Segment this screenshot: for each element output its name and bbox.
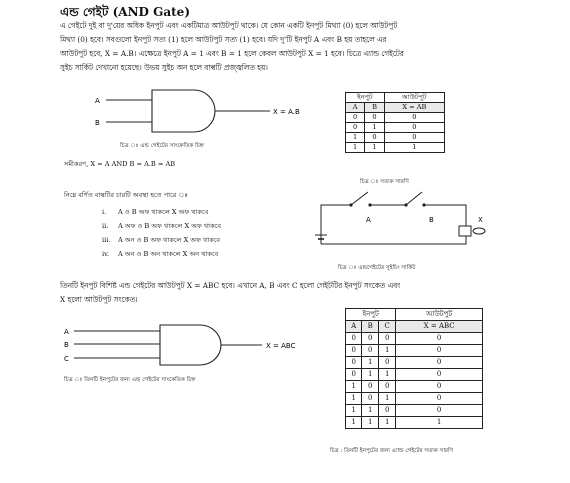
table-cell: 1 [379,393,396,405]
table-cell: 0 [384,123,444,133]
gate2-input-a-label: A [95,97,100,105]
table-cell: 1 [365,143,385,153]
table-group-header: ইনপুট [346,309,396,321]
table-row [346,417,483,429]
table-row [346,393,483,405]
table-cell: 0 [379,357,396,369]
table-cell: 0 [384,113,444,123]
truth3-caption: চিত্র : তিনটি ইনপুটের জন্য এ্যান্ড গেইটের সত্যক সারণি [330,448,453,454]
column-header: B [365,103,385,113]
intro-line: আউটপুট হবে, X = A.B। এক্ষেত্রে ইনপুট A = 1 এবং B = 1 হলে কেবল আউটপুট X = 1 হবে। চিত্রে এ্যান্ড গেইটের [60,49,404,58]
table-cell: 1 [346,393,362,405]
table-cell: 0 [396,405,483,417]
table-cell: 0 [365,133,385,143]
intro-paragraph [60,19,404,75]
table-cell: 1 [362,417,379,429]
table-row [346,143,445,153]
table-cell: 1 [379,369,396,381]
list-item: iv. A অন ও B অন থাকলে X অন থাকবে [102,250,219,258]
table-row [346,333,483,345]
table-cell: 0 [362,345,379,357]
table-cell: 1 [346,143,365,153]
table-cell: 1 [384,143,444,153]
circuit-switch-a-label: A [366,216,371,224]
column-header: X = AB [384,103,444,113]
and-gate-3-input-diagram [62,325,322,369]
paragraph-line: তিনটি ইনপুট বিশিষ্ট এন্ড গেইটের আউটপুট X = ABC হবে। এখানে A, B এবং C হলো গেইটটির ইনপুট সংকেত এবং [60,281,401,290]
and-switching-circuit [318,182,498,262]
table-cell: 0 [346,357,362,369]
table-group-header: ইনপুট [346,93,385,103]
table-cell: 0 [346,333,362,345]
truth-table-2-input [345,92,445,153]
table-cell: 0 [396,381,483,393]
truth2-caption: চিত্র ঃ সত্যক সারণি [360,179,409,185]
table-cell: 1 [362,357,379,369]
intro-line: মিথ্যা (0) হবে। সবগুলো ইনপুট সত্য (1) হলে আউটপুট সত্য (1) হবে। যদি দু'টি ইনপুট A এবং B হয় তাহলে এর [60,35,387,44]
table-cell: 0 [346,113,365,123]
column-header: A [346,103,365,113]
gate3-input-a-label: A [64,328,69,336]
table-row [346,113,445,123]
table-cell: 1 [362,369,379,381]
column-header: X = ABC [396,321,483,333]
page-title: এন্ড গেইট (AND Gate) [60,5,190,19]
table-cell: 1 [346,405,362,417]
table-cell: 0 [384,133,444,143]
table-cell: 0 [396,333,483,345]
gate3-output-label: X = ABC [266,342,296,350]
cases-list [102,205,221,261]
list-item: i. A ও B অফ থাকলে X অফ থাকবে [102,208,209,216]
table-row [346,123,445,133]
table-cell: 1 [346,381,362,393]
and-equation: সমীকরণ, X = A AND B = A.B = AB [64,160,176,168]
table-cell: 0 [346,345,362,357]
table-cell: 0 [346,123,365,133]
gate3-input-c-label: C [64,355,69,363]
table-cell: 0 [396,345,483,357]
list-item: ii. A অফ ও B অফ থাকলে X অফ থাকবে [102,222,221,230]
table-cell: 0 [362,333,379,345]
table-cell: 0 [362,381,379,393]
table-group-header: আউটপুট [384,93,444,103]
gate2-input-b-label: B [95,119,100,127]
table-cell: 0 [396,393,483,405]
gate3-input-b-label: B [64,341,69,349]
and-gate-2-input-diagram [90,88,350,132]
intro-line: সুইচ সার্কিট দেখানো হয়েছে। উভয় সুইচ অন হলে বাল্বটি প্রজ্জ্বলিত হয়। [60,63,268,72]
table-cell: 1 [379,417,396,429]
table-cell: 1 [379,345,396,357]
circuit-caption: চিত্র ঃ এন্ডগেইটের সুইচিং সার্কিট [338,265,416,271]
three-input-paragraph [60,279,400,307]
gate2-caption: চিত্র ঃ এন্ড গেইটের সাংকেতিক চিহ্ন [120,143,204,149]
table-row [346,369,483,381]
truth-table-3-input [345,308,483,429]
table-cell: 1 [346,417,362,429]
table-cell: 0 [379,333,396,345]
table-cell: 0 [365,113,385,123]
table-cell: 0 [396,357,483,369]
table-cell: 0 [396,369,483,381]
table-cell: 1 [346,133,365,143]
list-item: iii. A অন ও B অফ থাকলে X অফ থাকবে [102,236,221,244]
table-row [346,133,445,143]
table-cell: 0 [362,393,379,405]
table-cell: 0 [346,369,362,381]
table-row [346,405,483,417]
table-group-header: আউটপুট [396,309,483,321]
column-header: B [362,321,379,333]
table-row [346,345,483,357]
table-cell: 0 [379,381,396,393]
table-cell: 1 [362,405,379,417]
table-row [346,357,483,369]
table-cell: 0 [379,405,396,417]
column-header: A [346,321,362,333]
table-cell: 1 [365,123,385,133]
column-header: C [379,321,396,333]
circuit-switch-b-label: B [429,216,434,224]
intro-line: এ গেইটে দুই বা দু'য়ের অধিক ইনপুট এবং একটিমাত্র আউটপুট থাকে। যে কোন একটি ইনপুট মিথ্যা (0) হলে আউটপুট [60,21,398,30]
gate2-output-label: X = A.B [273,108,300,116]
circuit-bulb-label: X [478,216,483,224]
paragraph-line: X হলো আউটপুট সংকেত। [60,295,138,304]
table-cell: 1 [396,417,483,429]
cases-intro: নিম্নে বর্ণিত বাল্বটির চারটি অবস্থা হতে পারে ঃ [64,191,188,199]
table-row [346,381,483,393]
gate3-caption: চিত্র ঃ তিনটি ইনপুটের জন্য এন্ড গেইটের সাংকেতিক চিহ্ন [64,377,196,383]
